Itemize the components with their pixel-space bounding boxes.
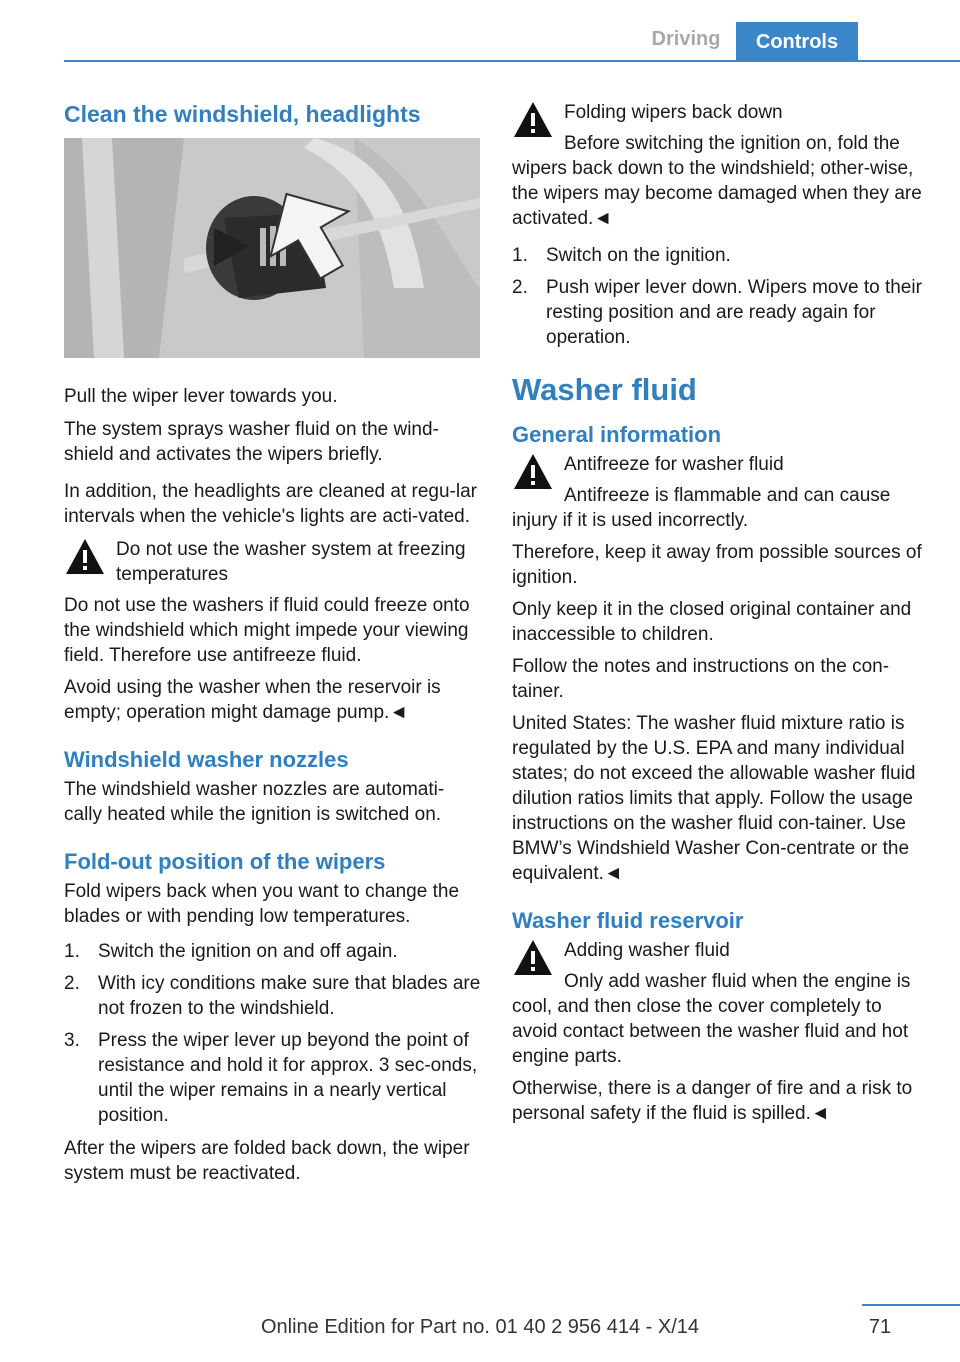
right-column [512, 100, 930, 1133]
warning-text: Before switching the ignition on, fold the wipers back down to the windshield; other‐wise, the wipers may become damaged when they are activated.◄ [512, 133, 922, 229]
warning-text: Do not use the washers if fluid could freeze onto the windshield which might impede your viewing field. Therefore use antifreeze fluid. [64, 595, 470, 666]
fold-back-steps [512, 243, 930, 350]
warning-text: Only add washer fluid when the engine is cool, and then close the cover completely to avoid contact between the washer fluid and hot engine parts. [512, 971, 911, 1067]
warning-title: Do not use the washer system at freezing temperatures [116, 539, 466, 585]
warning-title: Antifreeze for washer fluid [564, 454, 784, 475]
paragraph: The windshield washer nozzles are automati‐cally heated while the ignition is switched on. [64, 779, 445, 825]
warning-freezing [64, 537, 482, 725]
header-section: Driving [651, 28, 721, 50]
warning-folding-wipers [512, 100, 930, 231]
warning-title: Folding wipers back down [564, 102, 783, 123]
left-column [64, 100, 482, 1194]
heading-washer-fluid-reservoir: Washer fluid reservoir [512, 908, 744, 933]
paragraph: In addition, the headlights are cleaned at regu‐lar intervals when the vehicle's lights are acti‐vated. [64, 481, 477, 527]
paragraph: The system sprays washer fluid on the wind‐shield and activates the wipers briefly. [64, 419, 439, 465]
warning-adding-fluid [512, 938, 930, 1126]
warning-text: Avoid using the washer when the reservoir is empty; operation might damage pump.◄ [64, 677, 441, 723]
warning-title: Adding washer fluid [564, 940, 730, 961]
list-item: 2. With icy conditions make sure that blades are not frozen to the windshield. [64, 973, 481, 1019]
wiper-lever-photo [64, 138, 480, 358]
paragraph: After the wipers are folded back down, the wiper system must be reactivated. [64, 1138, 470, 1184]
header-rule [64, 60, 960, 62]
warning-text: Antifreeze is flammable and can cause injury if it is used incorrectly. [512, 485, 891, 531]
heading-washer-nozzles: Windshield washer nozzles [64, 747, 349, 772]
heading-clean-windshield: Clean the windshield, headlights [64, 101, 421, 127]
heading-washer-fluid: Washer fluid [512, 372, 697, 407]
heading-general-information: General information [512, 422, 722, 447]
warning-text: Otherwise, there is a danger of fire and a risk to personal safety if the fluid is spilled.◄ [512, 1078, 913, 1124]
paragraph: Pull the wiper lever towards you. [64, 386, 338, 407]
page-number: 71 [868, 1316, 892, 1338]
list-item: 1. Switch on the ignition. [512, 245, 731, 266]
footer-rule [862, 1304, 960, 1306]
fold-out-steps [64, 939, 482, 1128]
warning-text: Only keep it in the closed original container and inaccessible to children. [512, 599, 912, 645]
warning-antifreeze [512, 452, 930, 886]
list-item: 2. Push wiper lever down. Wipers move to their resting position and are ready again for operation. [512, 277, 922, 348]
paragraph: Fold wipers back when you want to change the blades or with pending low temperatures. [64, 881, 460, 927]
footer-edition: Online Edition for Part no. 01 40 2 956 414 - X/14 [260, 1316, 700, 1338]
warning-text: Follow the notes and instructions on the con‐tainer. [512, 656, 890, 702]
list-item: 1. Switch the ignition on and off again. [64, 941, 398, 962]
page-header [0, 0, 960, 62]
warning-triangle-icon [512, 100, 554, 140]
heading-fold-out-position: Fold-out position of the wipers [64, 849, 386, 874]
warning-triangle-icon [64, 537, 106, 577]
warning-text: United States: The washer fluid mixture ratio is regulated by the U.S. EPA and many individual states; do not exceed the allowable washer fluid dilution ratios limits that apply. Follow the usage instructions on the washer fluid con‐tainer. Use BMW’s Windshield Washer Con‐centrate or the equivalent.◄ [512, 713, 916, 884]
warning-triangle-icon [512, 452, 554, 492]
warning-triangle-icon [512, 938, 554, 978]
warning-text: Therefore, keep it away from possible sources of ignition. [512, 542, 922, 588]
header-chapter-tab: Controls [736, 22, 858, 62]
list-item: 3. Press the wiper lever up beyond the point of resistance and hold it for approx. 3 sec‐onds, until the wiper remains in a nearly vertical position. [64, 1030, 478, 1126]
